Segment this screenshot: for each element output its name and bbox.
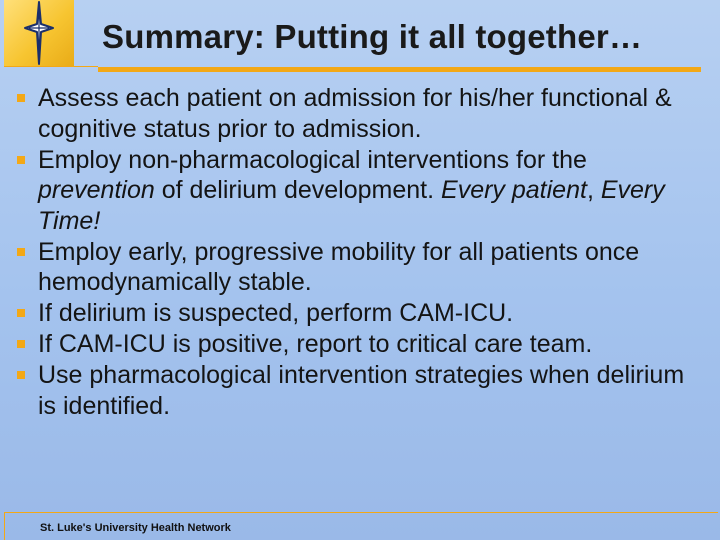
bullet-text: If delirium is suspected, perform CAM-ICU.: [38, 299, 514, 327]
bullet-text: prevention: [38, 176, 155, 204]
bullet-list: [17, 83, 707, 422]
bullet-text: Use pharmacological intervention strategies when delirium is identified.: [38, 361, 685, 420]
footer-divider: [4, 512, 718, 513]
bullet-square-icon: [17, 248, 25, 256]
bullet-square-icon: [17, 94, 25, 102]
bullet-square-icon: [17, 371, 25, 379]
footer-text: St. Luke's University Health Network: [40, 522, 231, 534]
bullet-text: If CAM-ICU is positive, report to critical care team.: [38, 330, 593, 358]
bullet-item: [17, 329, 707, 360]
bullet-item: [17, 360, 707, 421]
bullet-item: [17, 83, 707, 144]
bullet-text: of delirium development.: [154, 176, 442, 204]
bullet-text: Assess each patient on admission for his/her functional & cognitive status prior to admission.: [38, 84, 672, 143]
bullet-text: Employ non-pharmacological interventions for the: [38, 145, 587, 174]
title-underline-left: [4, 66, 98, 67]
bullet-text: Every patient: [441, 176, 587, 204]
bullet-item: [17, 145, 707, 237]
slide-title: Summary: Putting it all together…: [102, 18, 643, 55]
bullet-square-icon: [17, 340, 25, 348]
bullet-square-icon: [17, 309, 25, 317]
bullet-text: Every Time!: [38, 176, 665, 235]
bullet-item: [17, 298, 707, 329]
logo: [4, 0, 74, 66]
footer-divider-vertical: [4, 512, 5, 540]
bullet-square-icon: [17, 156, 25, 164]
bullet-item: [17, 237, 707, 298]
title-underline: [98, 67, 701, 72]
star-cross-icon: [13, 0, 65, 66]
bullet-text: Employ early, progressive mobility for all patients once hemodynamically stable.: [38, 237, 640, 296]
bullet-text: ,: [586, 176, 601, 204]
